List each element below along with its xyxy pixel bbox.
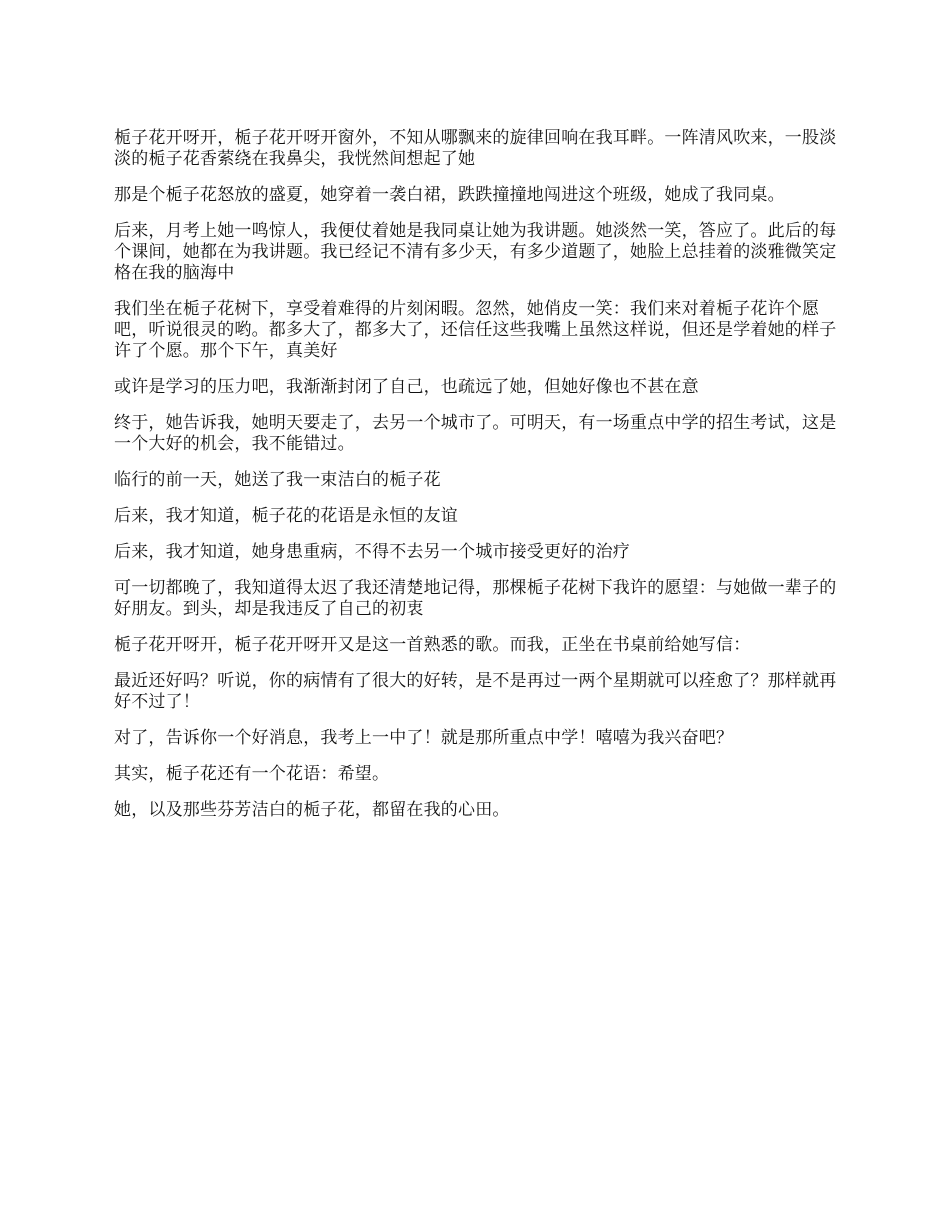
paragraph-4: 我们坐在栀子花树下，享受着难得的片刻闲暇。忽然，她俏皮一笑：我们来对着栀子花许个愿吧，听说很灵的哟。都多大了，都多大了，还信任这些我嘴上虽然这样说，但还是学着她的样子许了个愿。那个下午，真美好	[114, 299, 837, 361]
paragraph-9: 后来，我才知道，她身患重病，不得不去另一个城市接受更好的治疗	[114, 542, 630, 562]
paragraph-14: 其实，栀子花还有一个花语：希望。	[114, 764, 390, 784]
paragraph-12: 最近还好吗？听说，你的病情有了很大的好转，是不是再过一两个星期就可以痊愈了？那样就再好不过了！	[114, 671, 837, 712]
paragraph-5: 或许是学习的压力吧，我渐渐封闭了自己，也疏远了她，但她好像也不甚在意	[114, 377, 699, 397]
paragraph-8: 后来，我才知道，栀子花的花语是永恒的友谊	[114, 506, 458, 526]
paragraph-10: 可一切都晚了，我知道得太迟了我还清楚地记得，那棵栀子花树下我许的愿望：与她做一辈子的好朋友。到头，却是我违反了自己的初衷	[114, 578, 837, 619]
paragraph-6: 终于，她告诉我，她明天要走了，去另一个城市了。可明天，有一场重点中学的招生考试，这是一个大好的机会，我不能错过。	[114, 413, 837, 454]
paragraph-15: 她，以及那些芬芳洁白的栀子花，都留在我的心田。	[114, 800, 510, 820]
paragraph-13: 对了，告诉你一个好消息，我考上一中了！就是那所重点中学！嘻嘻为我兴奋吧？	[114, 728, 734, 748]
paragraph-1: 栀子花开呀开，栀子花开呀开窗外，不知从哪飘来的旋律回响在我耳畔。一阵清风吹来，一股淡淡的栀子花香萦绕在我鼻尖，我恍然间想起了她	[114, 128, 837, 169]
paragraph-7: 临行的前一天，她送了我一束洁白的栀子花	[114, 470, 441, 490]
paragraph-2: 那是个栀子花怒放的盛夏，她穿着一袭白裙，跌跌撞撞地闯进这个班级，她成了我同桌。	[114, 185, 785, 205]
paragraph-11: 栀子花开呀开，栀子花开呀开又是这一首熟悉的歌。而我，正坐在书桌前给她写信：	[114, 635, 751, 655]
document-body	[114, 128, 838, 821]
paragraph-3: 后来，月考上她一鸣惊人，我便仗着她是我同桌让她为我讲题。她淡然一笑，答应了。此后的每个课间，她都在为我讲题。我已经记不清有多少天，有多少道题了，她脸上总挂着的淡雅微笑定格在我的脑海中	[114, 221, 837, 283]
